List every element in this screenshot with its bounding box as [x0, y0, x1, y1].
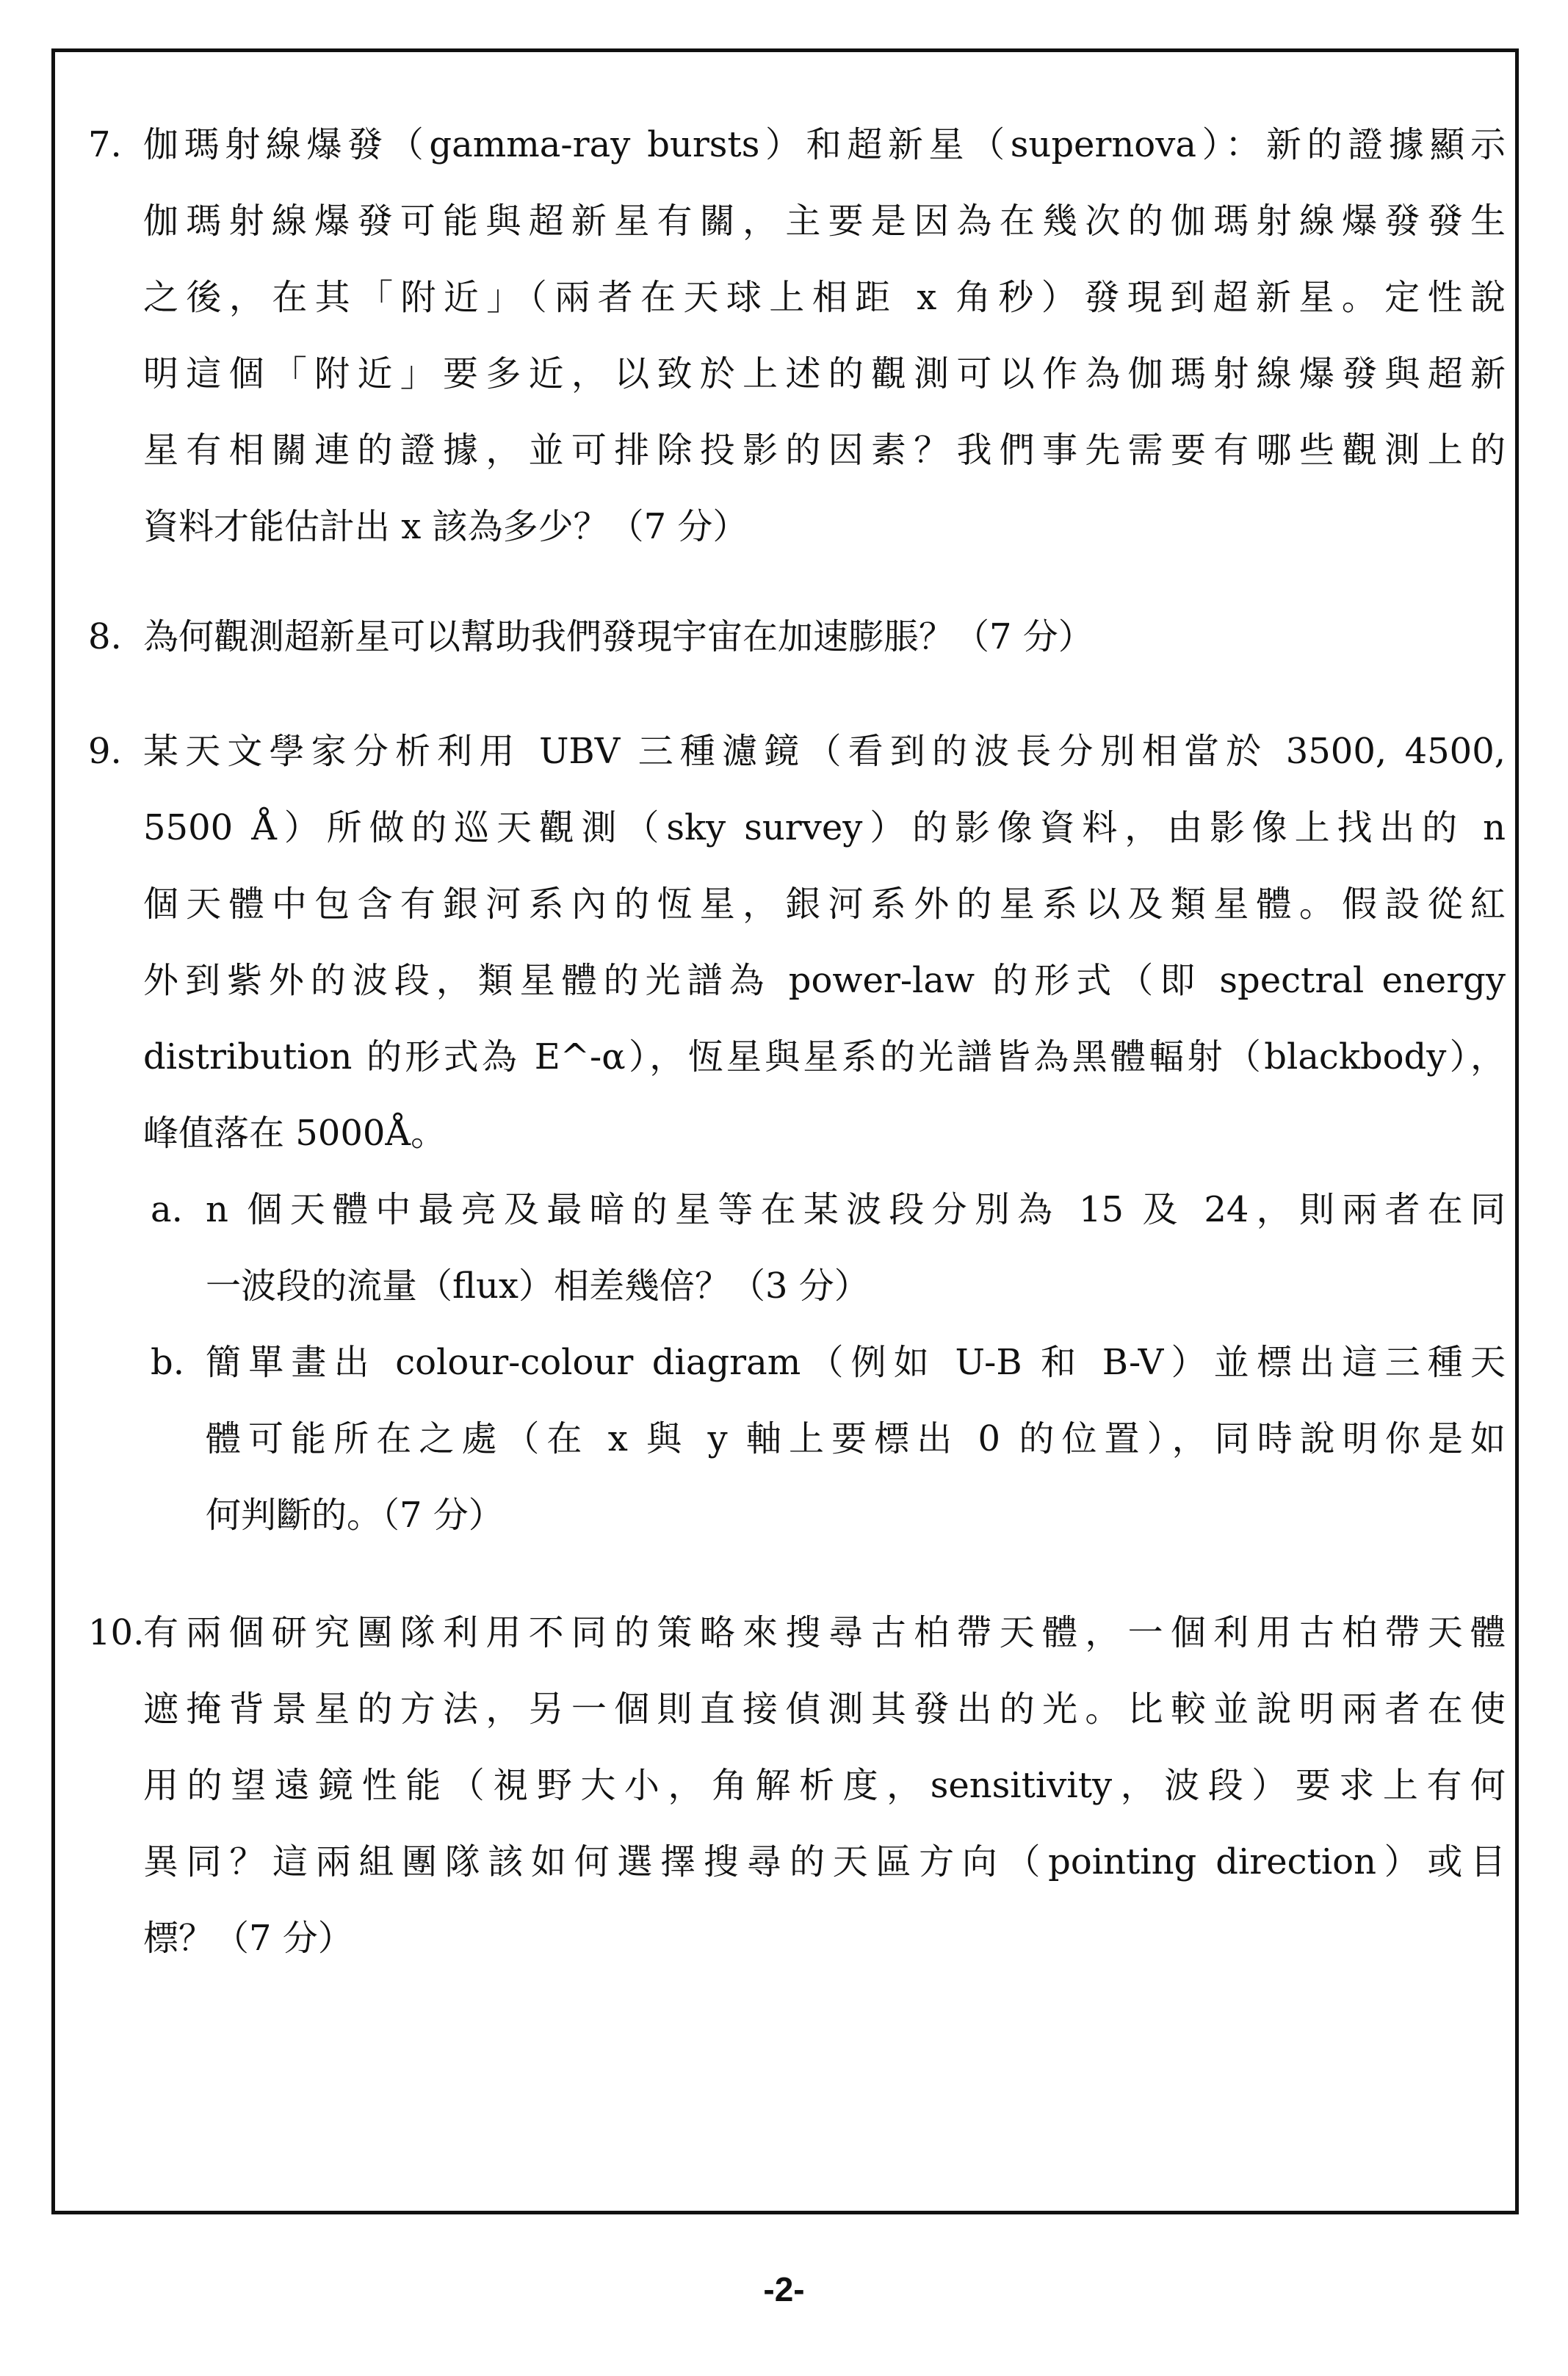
subpart-9b: [151, 1324, 1506, 1553]
question-8: [88, 599, 1506, 675]
subpart-line: 何判斷的。（7 分）: [206, 1495, 504, 1536]
page-number: -2-: [763, 2270, 805, 2308]
question-line: 標？（7 分）: [143, 1918, 353, 1959]
question-line: 異同？這兩組團隊該如何選擇搜尋的天區方向（pointing direction）或目: [143, 1841, 1506, 1882]
question-line: 伽瑪射線爆發可能與超新星有關，主要是因為在幾次的伽瑪射線爆發發生: [143, 201, 1506, 242]
question-number: 9.: [88, 731, 122, 772]
question-line: 外到紫外的波段，類星體的光譜為 power-law 的形式（即 spectral energy: [143, 960, 1506, 1001]
subpart-body: [206, 1324, 1506, 1553]
question-number: 7.: [88, 124, 122, 165]
subpart-line: 一波段的流量（flux）相差幾倍？（3 分）: [206, 1265, 870, 1307]
question-line: 明這個「附近」要多近，以致於上述的觀測可以作為伽瑪射線爆發與超新: [143, 353, 1506, 394]
question-line: 用的望遠鏡性能（視野大小，角解析度，sensitivity，波段）要求上有何: [143, 1765, 1506, 1806]
question-line: 星有相關連的證據，並可排除投影的因素？我們事先需要有哪些觀測上的: [143, 430, 1506, 471]
question-10: [88, 1595, 1506, 1976]
question-body: [143, 599, 1506, 675]
exam-content: [88, 106, 1506, 1976]
question-9: [88, 713, 1506, 1171]
subpart-body: [206, 1171, 1506, 1324]
question-7: [88, 106, 1506, 565]
question-body: [143, 1595, 1506, 1976]
question-line: 之後，在其「附近」（兩者在天球上相距 x 角秒）發現到超新星。定性說: [143, 277, 1506, 318]
question-line: 5500 Å）所做的巡天觀測（sky survey）的影像資料，由影像上找出的 n: [143, 807, 1506, 848]
subpart-label: a.: [151, 1189, 183, 1230]
question-line: 伽瑪射線爆發（gamma-ray bursts）和超新星（supernova）：新的證據顯示: [143, 124, 1506, 165]
question-line: distribution 的形式為 E^-α），恆星與星系的光譜皆為黑體輻射（blackbody），: [143, 1036, 1506, 1077]
question-line: 某天文學家分析利用 UBV 三種濾鏡（看到的波長分別相當於 3500, 4500,: [143, 731, 1506, 772]
subpart-line: 體可能所在之處（在 x 與 y 軸上要標出 0 的位置），同時說明你是如: [206, 1418, 1506, 1459]
question-number: 8.: [88, 616, 122, 657]
question-line: 個天體中包含有銀河系內的恆星，銀河系外的星系以及類星體。假設從紅: [143, 884, 1506, 925]
subpart-9a: [151, 1171, 1506, 1324]
question-line: 資料才能估計出 x 該為多少？（7 分）: [143, 506, 748, 547]
subpart-label: b.: [151, 1342, 184, 1383]
question-body: [143, 713, 1506, 1171]
subpart-line: 簡單畫出 colour-colour diagram（例如 U-B 和 B-V）並標出這三種天: [206, 1342, 1506, 1383]
question-line: 有兩個研究團隊利用不同的策略來搜尋古柏帶天體，一個利用古柏帶天體: [143, 1612, 1506, 1653]
question-line: 為何觀測超新星可以幫助我們發現宇宙在加速膨脹？（7 分）: [143, 616, 1094, 657]
question-number: 10.: [88, 1612, 145, 1653]
question-line: 峰值落在 5000Å。: [143, 1113, 447, 1154]
question-body: [143, 106, 1506, 565]
subpart-line: n 個天體中最亮及最暗的星等在某波段分別為 15 及 24，則兩者在同: [206, 1189, 1506, 1230]
question-line: 遮掩背景星的方法，另一個則直接偵測其發出的光。比較並說明兩者在使: [143, 1689, 1506, 1730]
